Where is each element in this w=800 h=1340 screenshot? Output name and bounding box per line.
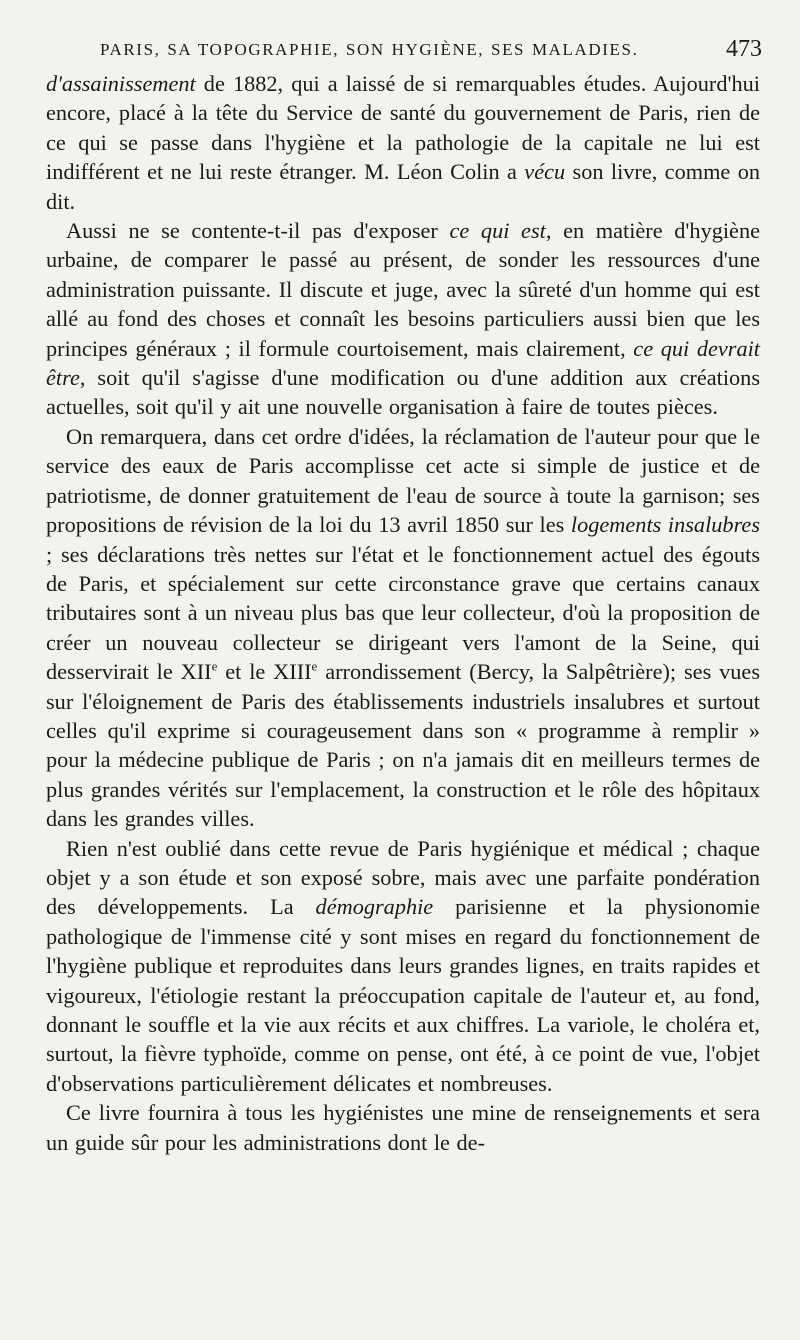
body-text (46, 69, 760, 1157)
text-run: Rien n'est oublié dans cette revue de Paris hygiénique et médical ; chaque objet y a son étude et son exposé sobre, mais avec une parfaite pondération des développements. La (46, 835, 760, 920)
text-run: Ce livre fournira à tous les hygiénistes une mine de renseignements et sera un guide sûr pour les administrations dont le de- (46, 1100, 760, 1155)
italic-text: ce qui devrait être (46, 335, 760, 391)
text-run: son livre, comme on dit. (46, 159, 760, 214)
text-run: de 1882, qui a laissé de si remarquables études. Aujourd'hui encore, placé à la tête du Service de santé du gouvernement de Paris, rien de ce qui se passe dans l'hygiène et la pathologie de la capitale ne lui est indifférent et ne lui reste étranger. M. Léon Colin a (46, 71, 760, 185)
running-title: PARIS, SA TOPOGRAPHIE, SON HYGIÈNE, SES MALADIES. (100, 40, 639, 59)
text-run: parisienne et la physionomie pathologique de l'immense cité y sont mises en regard du fonctionnement de l'hygiène publique et reproduites dans leurs grandes lignes, en traits rapides et vigoureux, l'étiologie restant la préoccupation capitale de l'auteur et, au fond, donnant le souffle et la vie aux récits et aux chiffres. La variole, le choléra et, surtout, la fièvre typhoïde, comme on pense, ont été, à ce point de vue, l'objet d'observations particulièrement délicates et nombreuses. (46, 894, 761, 1096)
paragraph-5 (46, 1098, 760, 1157)
text-run: arrondissement (Bercy, la Salpêtrière); ses vues sur l'éloignement de Paris des établissements industriels insalubres et surtout celles qu'il exprime si courageusement dans son « programme à remplir » pour la médecine publique de Paris ; on n'a jamais dit en meilleurs termes de plus grandes vérités sur l'emplacement, la construction et le rôle des hôpitaux dans les grandes villes. (46, 659, 760, 832)
italic-text: ce qui est (449, 218, 546, 244)
italic-text: logements insalubres (570, 512, 760, 538)
superscript: e (311, 658, 318, 674)
paragraph-2 (46, 216, 760, 422)
text-run: ; ses déclarations très nettes sur l'état et le fonctionnement actuel des égouts de Paris, et spécialement sur cette circonstance grave que certains canaux tributaires sont à un niveau plus bas que leur collecteur, d'où la proposition de créer un nouveau collecteur se dirigeant vers l'amont de la Seine, qui desservirait le XII (46, 541, 760, 685)
paragraph-4 (46, 834, 760, 1099)
page-number: 473 (726, 36, 762, 62)
italic-text: vécu (524, 159, 566, 185)
text-run: Aussi ne se contente-t-il pas d'exposer (66, 218, 450, 244)
paragraph-1 (46, 69, 760, 216)
text-run: et le XIII (217, 659, 312, 685)
italic-text: d'assainissement (46, 71, 196, 96)
italic-text: démographie (315, 894, 434, 920)
running-header (60, 36, 762, 66)
text-run: , soit qu'il s'agisse d'une modification ou d'une addition aux créations actuelles, soit qu'il y ait une nouvelle organisation à faire de toutes pièces. (46, 365, 760, 420)
text-run: , en matière d'hygiène urbaine, de comparer le passé au présent, de sonder les ressources d'une administration puissante. Il discute et juge, avec la sûreté d'un homme qui est allé au fond des choses et connaît les besoins particuliers aussi bien que les principes généraux ; il formule courtoisement, mais clairement, (46, 218, 760, 361)
paragraph-3 (46, 422, 760, 834)
text-run: On remarquera, dans cet ordre d'idées, la réclamation de l'auteur pour que le service des eaux de Paris accomplisse cet acte si simple de justice et de patriotisme, de donner gratuitement de l'eau de source à toute la garnison; ses propositions de révision de la loi du 13 avril 1850 sur les (46, 423, 760, 538)
superscript: e (211, 658, 218, 674)
